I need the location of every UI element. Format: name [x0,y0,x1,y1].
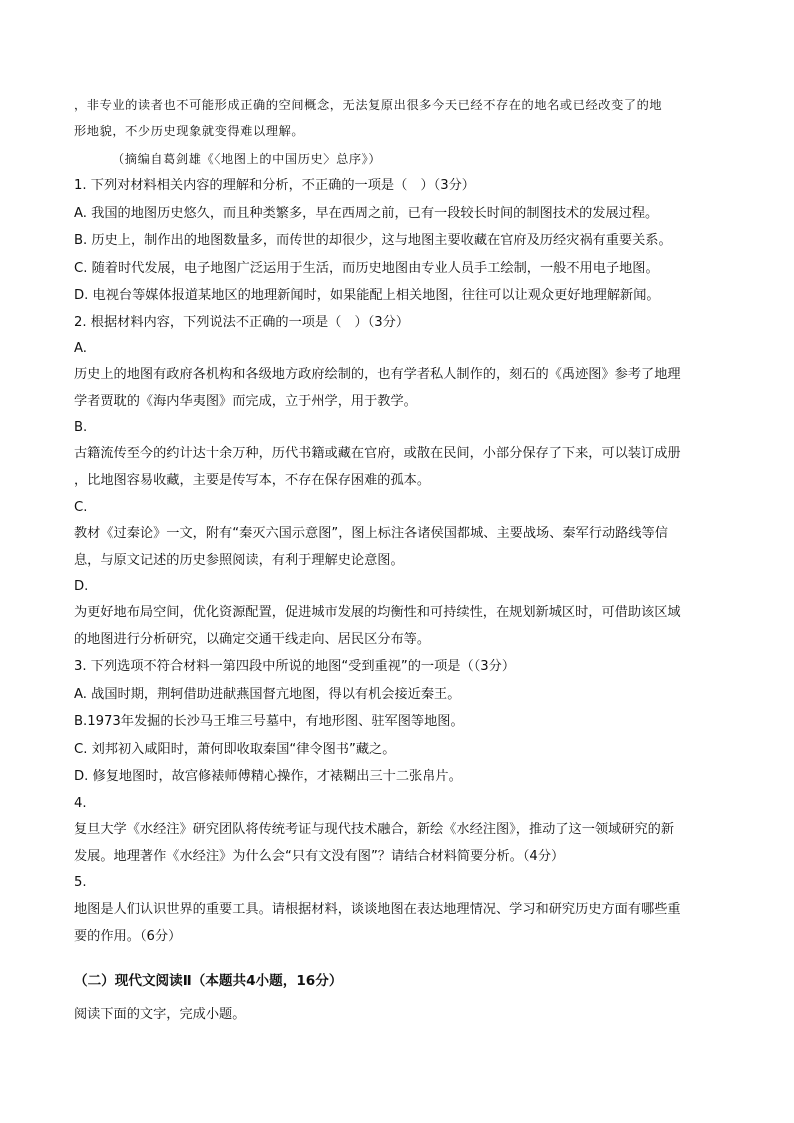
intro-line-1: ，非专业的读者也不可能形成正确的空间概念，无法复原出很多今天已经不存在的地名或已经改变了的地 [74,98,663,112]
intro-source: （摘编自葛剑雄《〈地图上的中国历史〉总序》） [112,152,382,166]
question-2-option-a-line-2: 学者贾耽的《海内华夷图》而完成，立于州学，用于教学。 [74,394,417,409]
question-2-option-b-line-2: ，比地图容易收藏，主要是传写本，不存在保存困难的孤本。 [74,473,431,488]
question-4-line-2: 发展。地理著作《水经注》为什么会“只有文没有图”？请结合材料简要分析。（4分） [74,849,565,864]
section-2-heading: （二）现代文阅读Ⅱ（本题共4小题，16分） [74,973,343,989]
question-4-line-1: 复旦大学《水经注》研究团队将传统考证与现代技术融合，新绘《水经注图》，推动了这一领域研究的新 [74,822,675,837]
question-1-stem: 1. 下列对材料相关内容的理解和分析，不正确的一项是（ ）（3分） [74,178,475,193]
question-3-option-c: C. 刘邦初入咸阳时，萧何即收取秦国“律令图书”藏之。 [74,742,396,757]
question-2-option-c-line-2: 息，与原文记述的历史参照阅读，有利于理解史论意图。 [74,553,404,568]
question-3-option-b: B.1973年发掘的长沙马王堆三号墓中，有地形图、驻军图等地图。 [74,714,464,729]
question-1-option-d: D. 电视台等媒体报道某地区的地理新闻时，如果能配上相关地图，往往可以让观众更好地理解新闻。 [74,288,660,303]
question-5-line-2: 要的作用。（6分） [74,929,182,944]
question-2-option-a-line-1: 历史上的地图有政府各机构和各级地方政府绘制的，也有学者私人制作的，刻石的《禹迹图》参考了地理 [74,367,681,382]
question-3-option-d: D. 修复地图时，故宫修裱师傅精心操作，才裱糊出三十二张帛片。 [74,769,462,784]
question-2-stem: 2. 根据材料内容，下列说法不正确的一项是（ ）（3分） [74,315,410,330]
question-1-option-b: B. 历史上，制作出的地图数量多，而传世的却很少，这与地图主要收藏在官府及历经灾祸有重要关系。 [74,233,672,248]
question-1-option-c: C. 随着时代发展，电子地图广泛运用于生活，而历史地图由专业人员手工绘制，一般不用电子地图。 [74,261,659,276]
section-2-instruction: 阅读下面的文字，完成小题。 [74,1007,246,1022]
question-2-option-d-line-1: 为更好地布局空间，优化资源配置，促进城市发展的均衡性和可持续性，在规划新城区时，可借助该区域 [74,605,681,620]
question-1-option-a: A. 我国的地图历史悠久，而且种类繁多，早在西周之前，已有一段较长时间的制图技术的发展过程。 [74,206,659,221]
question-5-line-1: 地图是人们认识世界的重要工具。请根据材料，谈谈地图在表达地理情况、学习和研究历史方面有哪些重 [74,902,681,917]
intro-line-2: 形地貌，不少历史现象就变得难以理解。 [74,124,305,138]
question-2-option-b-line-1: 古籍流传至今的约计达十余万种，历代书籍或藏在官府，或散在民间，小部分保存了下来，可以装订成册 [74,446,681,461]
question-3-stem: 3. 下列选项不符合材料一第四段中所说的地图“受到重视”的一项是（（3分） [74,659,516,674]
question-2-option-c-label: C. [74,500,88,515]
question-2-option-d-label: D. [74,579,89,594]
question-3-option-a: A. 战国时期，荆轲借助进献燕国督亢地图，得以有机会接近秦王。 [74,687,461,702]
question-2-option-c-line-1: 教材《过秦论》一文，附有“秦灭六国示意图”，图上标注各诸侯国都城、主要战场、秦军行动路线等信 [74,526,668,541]
question-4-label: 4. [74,796,87,811]
question-2-option-a-label: A. [74,341,87,356]
question-5-label: 5. [74,875,87,890]
question-2-option-d-line-2: 的地图进行分析研究，以确定交通干线走向、居民区分布等。 [74,632,431,647]
question-2-option-b-label: B. [74,420,88,435]
